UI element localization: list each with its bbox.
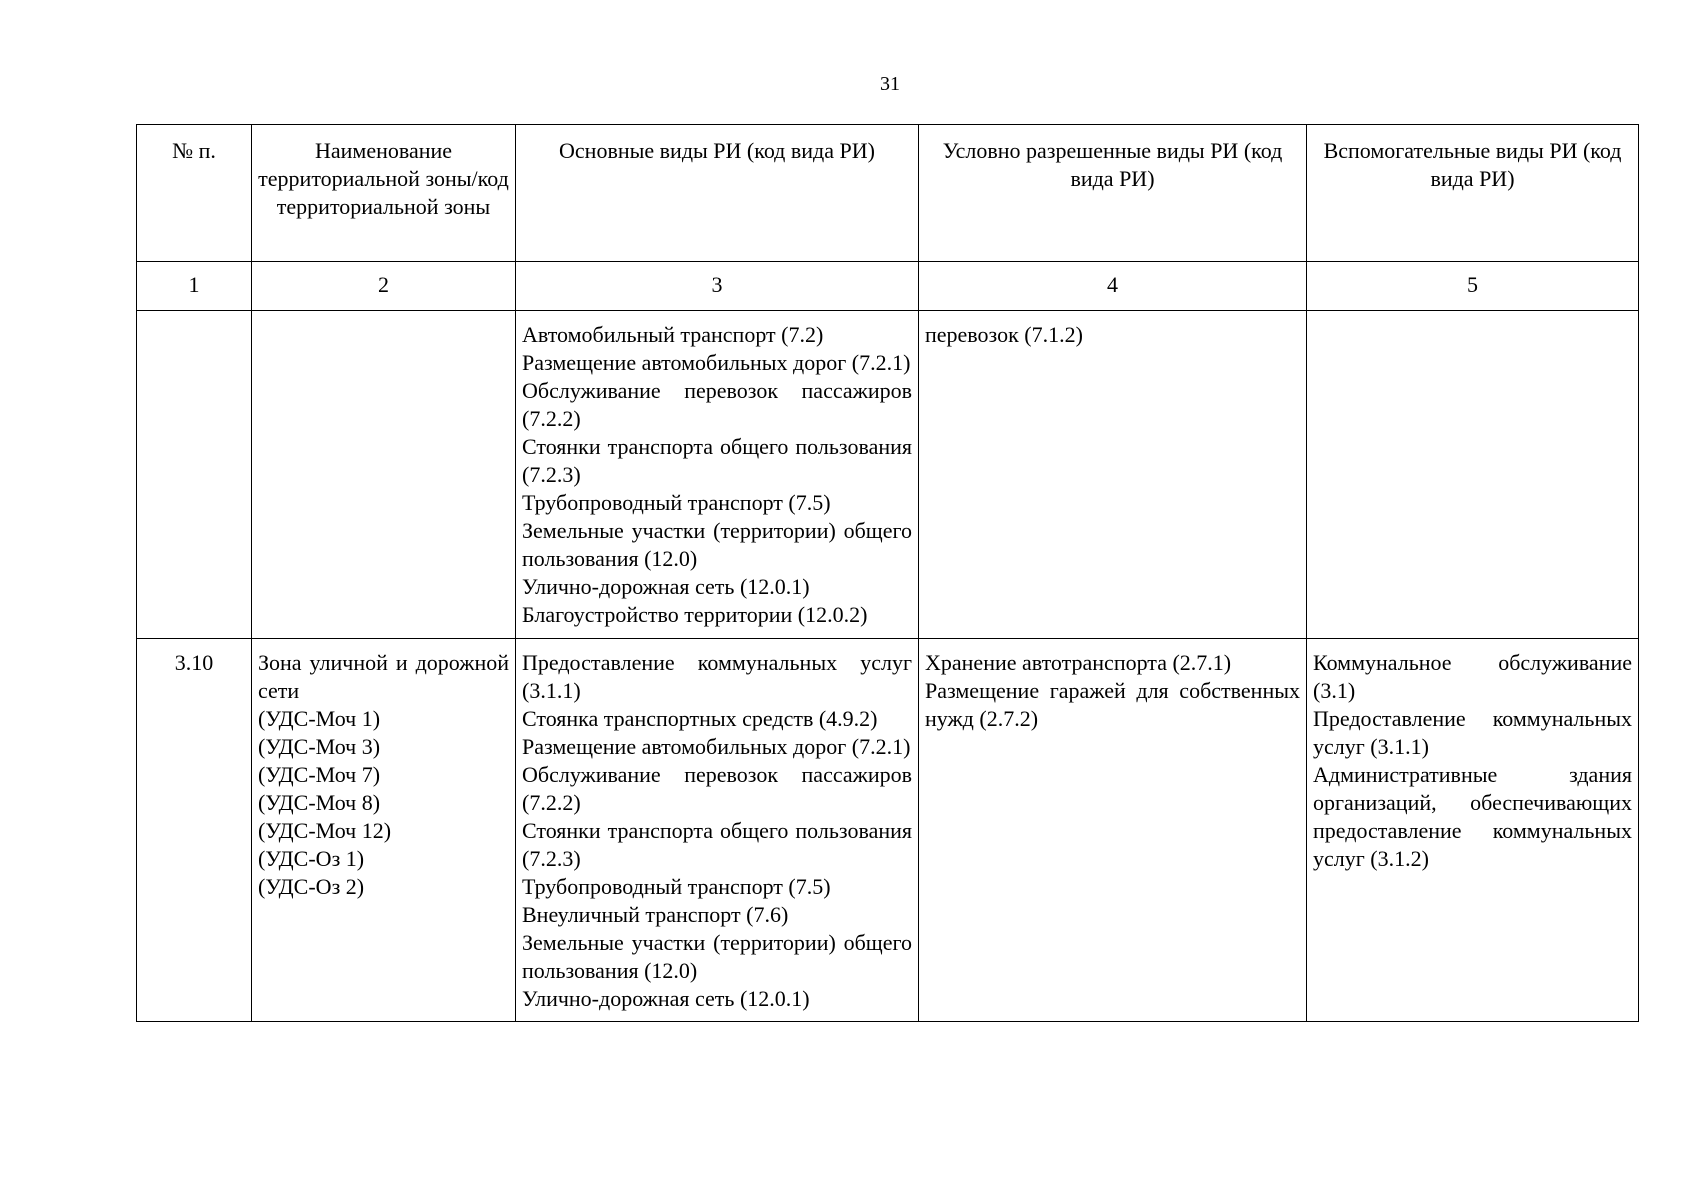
cell-line: Улично-дорожная сеть (12.0.1) bbox=[522, 574, 810, 599]
cell-line: Предоставление коммунальных услуг (3.1.1) bbox=[1313, 706, 1632, 759]
zoning-regulations-table bbox=[136, 124, 1639, 1022]
column-number-row bbox=[137, 262, 1639, 311]
cell-line: (УДС-Моч 8) bbox=[258, 790, 381, 815]
cell-line: Административные здания организаций, обеспечивающих предоставление коммунальных услуг (3.1.2) bbox=[1313, 762, 1632, 871]
cell-line: (УДС-Оз 1) bbox=[258, 846, 365, 871]
cell-line: Земельные участки (территории) общего пользования (12.0) bbox=[522, 930, 912, 983]
column-number: 3 bbox=[516, 262, 919, 311]
table-body bbox=[137, 311, 1639, 1022]
column-number: 1 bbox=[137, 262, 252, 311]
table-header-row bbox=[137, 125, 1639, 262]
cell-auxiliary-uses bbox=[1307, 639, 1639, 1022]
cell-conditional-uses bbox=[919, 311, 1307, 639]
header-auxiliary-uses: Вспомогательные виды РИ (код вида РИ) bbox=[1307, 125, 1639, 262]
cell-auxiliary-uses bbox=[1307, 311, 1639, 639]
cell-line: Трубопроводный транспорт (7.5) bbox=[522, 490, 831, 515]
cell-line: Земельные участки (территории) общего пользования (12.0) bbox=[522, 518, 912, 571]
cell-main-uses bbox=[516, 311, 919, 639]
cell-line: Трубопроводный транспорт (7.5) bbox=[522, 874, 831, 899]
cell-zone-name bbox=[252, 311, 516, 639]
cell-line: Размещение автомобильных дорог (7.2.1) bbox=[522, 350, 911, 375]
cell-line: (УДС-Моч 7) bbox=[258, 762, 381, 787]
cell-item-number bbox=[137, 311, 252, 639]
cell-zone-name bbox=[252, 639, 516, 1022]
cell-line: Стоянка транспортных средств (4.9.2) bbox=[522, 706, 878, 731]
cell-line: Стоянки транспорта общего пользования (7.2.3) bbox=[522, 818, 912, 871]
cell-main-uses bbox=[516, 639, 919, 1022]
cell-line: Обслуживание перевозок пассажиров (7.2.2) bbox=[522, 762, 912, 815]
cell-line: (УДС-Моч 3) bbox=[258, 734, 381, 759]
cell-line: Благоустройство территории (12.0.2) bbox=[522, 602, 868, 627]
column-number: 5 bbox=[1307, 262, 1639, 311]
table-row bbox=[137, 311, 1639, 639]
column-number: 2 bbox=[252, 262, 516, 311]
cell-line: Зона уличной и дорожной сети bbox=[258, 650, 509, 703]
cell-line: Коммунальное обслуживание (3.1) bbox=[1313, 650, 1632, 703]
cell-line: Улично-дорожная сеть (12.0.1) bbox=[522, 986, 810, 1011]
header-conditional-uses: Условно разрешенные виды РИ (код вида РИ) bbox=[919, 125, 1307, 262]
cell-line: Предоставление коммунальных услуг (3.1.1) bbox=[522, 650, 912, 703]
header-item-number: № п. bbox=[137, 125, 252, 262]
cell-line: Внеуличный транспорт (7.6) bbox=[522, 902, 789, 927]
page-number: 31 bbox=[880, 73, 900, 95]
cell-line: (УДС-Моч 1) bbox=[258, 706, 381, 731]
cell-conditional-uses bbox=[919, 639, 1307, 1022]
cell-line: (УДС-Оз 2) bbox=[258, 874, 365, 899]
cell-line: Размещение гаражей для собственных нужд (2.7.2) bbox=[925, 678, 1300, 731]
cell-item-number: 3.10 bbox=[137, 639, 252, 1022]
table-row bbox=[137, 639, 1639, 1022]
cell-line: Хранение автотранспорта (2.7.1) bbox=[925, 650, 1232, 675]
header-zone-name: Наименование территориальной зоны/код территориальной зоны bbox=[252, 125, 516, 262]
cell-line: Обслуживание перевозок пассажиров (7.2.2) bbox=[522, 378, 912, 431]
cell-line: перевозок (7.1.2) bbox=[925, 322, 1083, 347]
cell-line: Стоянки транспорта общего пользования (7.2.3) bbox=[522, 434, 912, 487]
header-main-uses: Основные виды РИ (код вида РИ) bbox=[516, 125, 919, 262]
column-number: 4 bbox=[919, 262, 1307, 311]
cell-line: (УДС-Моч 12) bbox=[258, 818, 392, 843]
cell-line: Автомобильный транспорт (7.2) bbox=[522, 322, 824, 347]
cell-line: Размещение автомобильных дорог (7.2.1) bbox=[522, 734, 911, 759]
